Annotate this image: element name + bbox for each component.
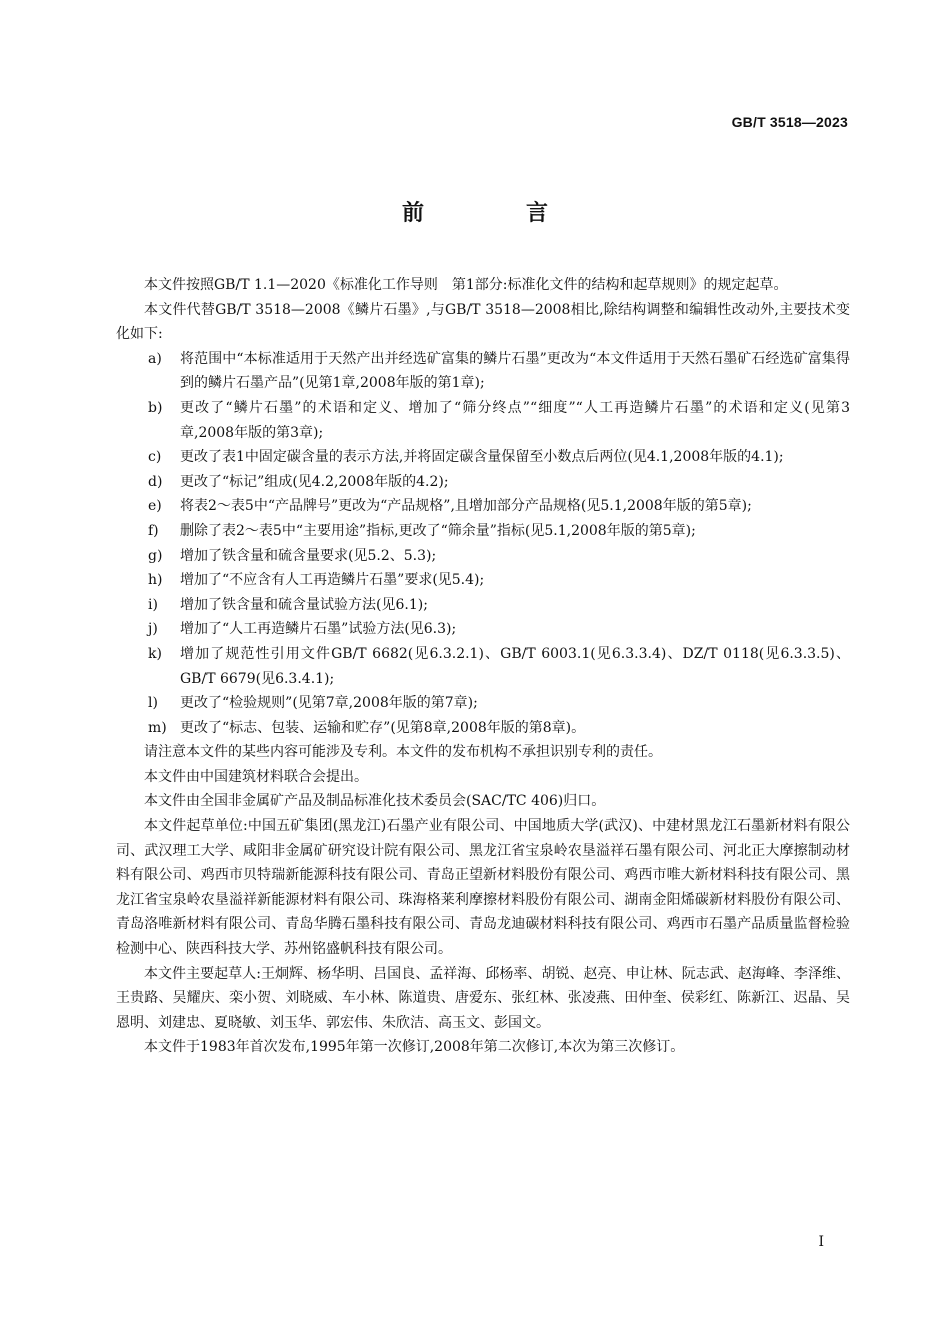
change-list-label: i) [148, 596, 158, 613]
change-list-text: 更改了“标记”组成(见4.2,2008年版的4.2); [180, 473, 449, 490]
change-list-label: e) [148, 498, 162, 515]
change-list-item [116, 445, 850, 470]
change-list-label: a) [148, 350, 162, 367]
change-list-item [116, 691, 850, 716]
change-list-text: 增加了“人工再造鳞片石墨”试验方法(见6.3); [180, 621, 457, 638]
change-list-item [116, 617, 850, 642]
drafting-units: 本文件起草单位:中国五矿集团(黑龙江)石墨产业有限公司、中国地质大学(武汉)、中建材黑龙江石墨新材料有限公司、武汉理工大学、咸阳非金属矿研究设计院有限公司、黑龙江省宝泉岭农垦溢祥石墨有限公司、河北正大摩擦制动材料有限公司、鸡西市贝特瑞新能源科技有限公司、青岛正望新材料股份有限公司、鸡西市唯大新材料科技有限公司、黑龙江省宝泉岭农垦溢祥新能源材料有限公司、珠海格莱利摩擦材料股份有限公司、湖南金阳烯碳新材料股份有限公司、青岛洛唯新材料有限公司、青岛华腾石墨科技有限公司、青岛龙迪碳材料科技有限公司、鸡西市石墨产品质量监督检验检测中心、陕西科技大学、苏州铭盛帆科技有限公司。 [116, 818, 850, 958]
change-list-item [116, 642, 850, 691]
change-list-text: 更改了表1中固定碳含量的表示方法,并将固定碳含量保留至小数点后两位(见4.1,2008年版的4.1); [180, 449, 784, 466]
change-list-text: 将范围中“本标准适用于天然产出并经选矿富集的鳞片石墨”更改为“本文件适用于天然石墨矿石经选矿富集得到的鳞片石墨产品”(见第1章,2008年版的第1章); [180, 350, 850, 392]
committee-statement: 本文件由全国非金属矿产品及制品标准化技术委员会(SAC/TC 406)归口。 [144, 793, 606, 810]
change-list-label: h) [148, 572, 163, 589]
revision-history: 本文件于1983年首次发布,1995年第一次修订,2008年第二次修订,本次为第三次修订。 [144, 1039, 685, 1056]
change-list-label: m) [148, 719, 167, 736]
proposer-statement: 本文件由中国建筑材料联合会提出。 [144, 768, 368, 785]
change-list-item [116, 519, 850, 544]
change-list-item [116, 716, 850, 741]
change-list-text: 将表2～表5中“产品牌号”更改为“产品规格”,且增加部分产品规格(见5.1,2008年版的第5章); [180, 498, 752, 515]
change-list-text: 更改了“标志、包装、运输和贮存”(见第8章,2008年版的第8章)。 [180, 719, 586, 736]
change-list-label: g) [148, 547, 163, 564]
foreword-body [116, 273, 850, 1060]
change-list-text: 删除了表2～表5中“主要用途”指标,更改了“筛余量”指标(见5.1,2008年版的第5章); [180, 522, 696, 539]
change-list-label: l) [148, 695, 158, 712]
page-number: I [818, 1234, 824, 1250]
drafters: 本文件主要起草人:王炯辉、杨华明、吕国良、孟祥海、邱杨率、胡锐、赵亮、申让林、阮志武、赵海峰、李泽维、王贵路、吴耀庆、栾小贺、刘晓威、车小林、陈道贵、唐爱东、张红林、张凌燕、田仲奎、侯彩红、陈新江、迟晶、吴恩明、刘建忠、夏晓敏、刘玉华、郭宏伟、朱欣洁、高玉文、彭国文。 [116, 965, 850, 1031]
change-list-label: k) [148, 645, 162, 662]
intro-paragraph: 本文件按照GB/T 1.1—2020《标准化工作导则 第1部分:标准化文件的结构和起草规则》的规定起草。 [144, 277, 788, 293]
change-list-item [116, 568, 850, 593]
change-list-item [116, 470, 850, 495]
change-list-item [116, 494, 850, 519]
change-list-text: 增加了“不应含有人工再造鳞片石墨”要求(见5.4); [180, 572, 485, 589]
change-list-label: b) [148, 399, 163, 416]
change-list-label: f) [148, 522, 159, 539]
change-list-text: 增加了铁含量和硫含量要求(见5.2、5.3); [180, 547, 437, 564]
page-title: 前 言 [401, 201, 588, 226]
change-list-label: d) [148, 473, 163, 490]
change-list-text: 更改了“鳞片石墨”的术语和定义、增加了“筛分终点”“细度”“人工再造鳞片石墨”的术语和定义(见第3章,2008年版的第3章); [180, 399, 850, 441]
change-list-item [116, 347, 850, 396]
change-list-item [116, 396, 850, 445]
change-list-label: j) [148, 621, 158, 638]
change-list-text: 更改了“检验规则”(见第7章,2008年版的第7章); [180, 695, 478, 712]
change-list-label: c) [148, 449, 162, 466]
standard-code-header: GB/T 3518—2023 [731, 114, 848, 130]
intro-paragraph: 本文件代替GB/T 3518—2008《鳞片石墨》,与GB/T 3518—2008相比,除结构调整和编辑性改动外,主要技术变化如下: [116, 301, 850, 343]
change-list-text: 增加了规范性引用文件GB/T 6682(见6.3.2.1)、GB/T 6003.1(见6.3.3.4)、DZ/T 0118(见6.3.3.5)、GB/T 6679(见6.3.4.1); [180, 645, 850, 687]
change-list-text: 增加了铁含量和硫含量试验方法(见6.1); [180, 596, 428, 613]
change-list-item [116, 544, 850, 569]
change-list-item [116, 593, 850, 618]
patent-notice: 请注意本文件的某些内容可能涉及专利。本文件的发布机构不承担识别专利的责任。 [144, 744, 662, 761]
